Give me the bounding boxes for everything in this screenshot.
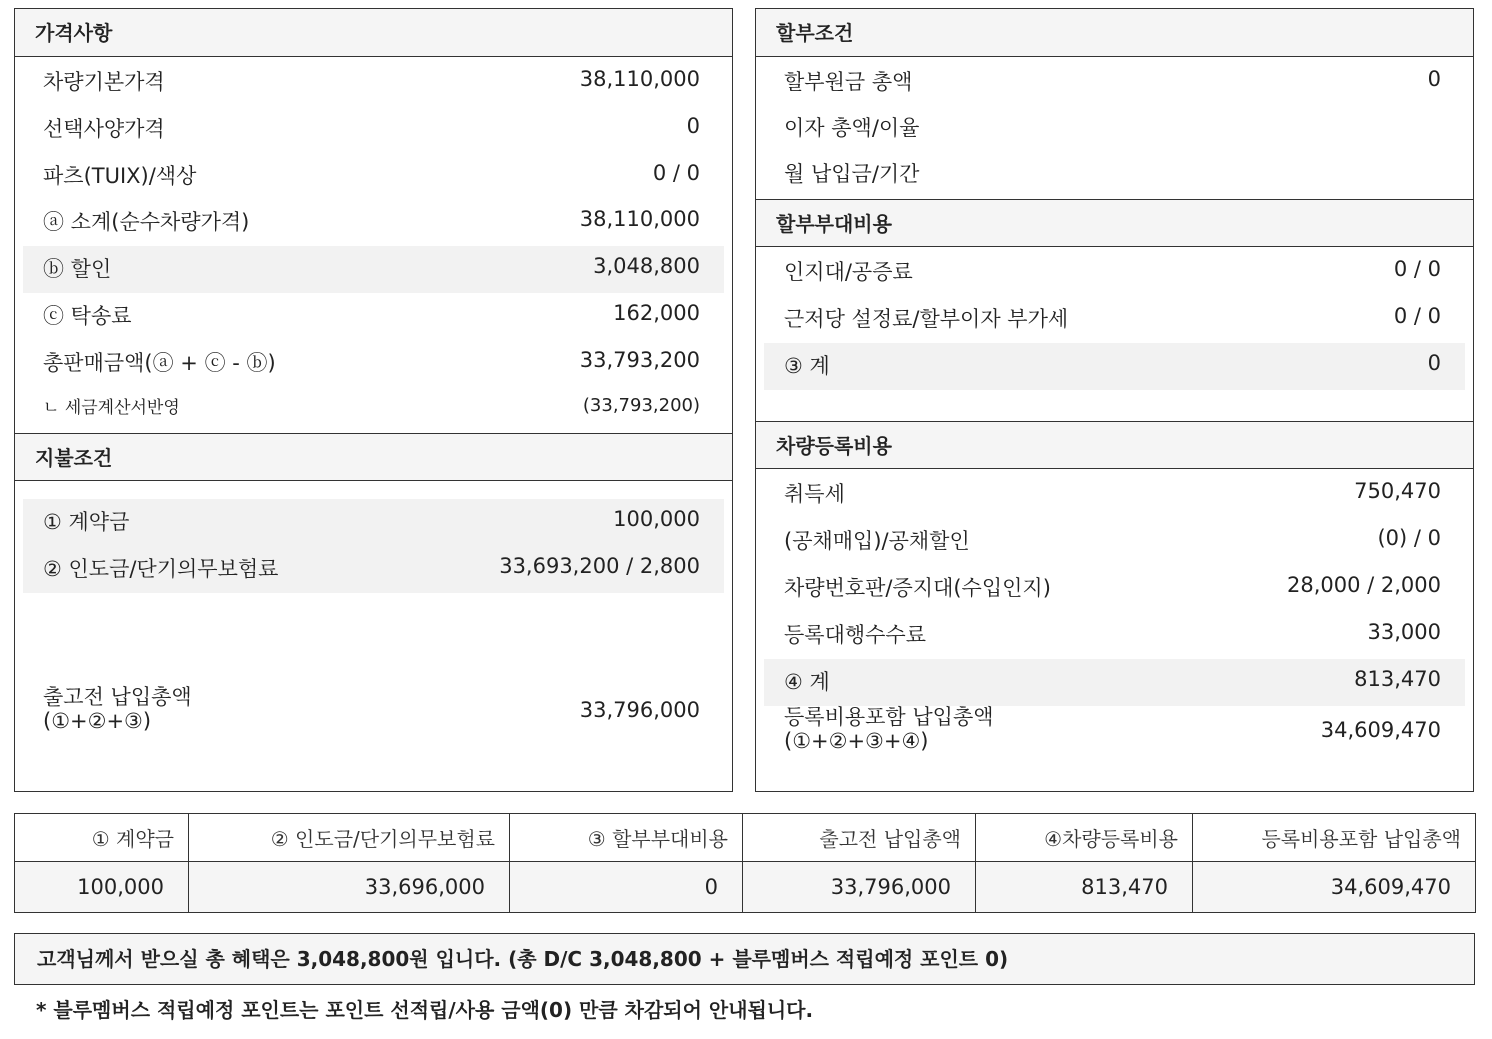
summary-value-row <box>15 862 1476 913</box>
price-row-value: 38,110,000 <box>579 67 700 91</box>
registration-row-value: 750,470 <box>1354 479 1441 503</box>
summary-value-cell: 33,796,000 <box>743 862 976 913</box>
registration-row-acquisition-tax <box>764 471 1465 518</box>
payment-row-deposit <box>23 499 724 546</box>
installment-row-interest <box>764 105 1465 152</box>
registration-row-bond <box>764 518 1465 565</box>
left-panel <box>14 8 733 792</box>
registration-row-label: 등록대행수수료 <box>784 623 927 647</box>
payment-row-label: ② 인도금/단기의무보험료 <box>43 557 279 581</box>
right-panel <box>755 8 1474 792</box>
price-row-label: ⓐ 소계(순수차량가격) <box>43 210 250 234</box>
price-row-tax-invoice <box>23 385 724 432</box>
extra-row-stamp <box>764 249 1465 296</box>
price-row-value: 38,110,000 <box>579 207 700 231</box>
price-row-label: 총판매금액(ⓐ + ⓒ - ⓑ) <box>43 351 276 375</box>
summary-header-cell: ④차량등록비용 <box>976 814 1193 862</box>
payment-row-balance <box>23 546 724 593</box>
installment-row-principal <box>764 59 1465 106</box>
registration-total-row <box>764 705 1465 757</box>
installment-row-label: 월 납입금/기간 <box>784 162 920 186</box>
summary-header-cell: ② 인도금/단기의무보험료 <box>189 814 510 862</box>
payment-total-label-line1: 출고전 납입총액 <box>43 685 192 709</box>
payment-row-value: 100,000 <box>613 507 700 531</box>
price-row-value: 33,793,200 <box>579 348 700 372</box>
summary-table <box>14 813 1476 913</box>
points-footnote: * 블루멤버스 적립예정 포인트는 포인트 선적립/사용 금액(0) 만큼 차감되어 안내됩니다. <box>36 998 814 1022</box>
installment-row-label: 할부원금 총액 <box>784 70 913 94</box>
payment-section-title: 지불조건 <box>15 433 732 481</box>
registration-row-label: ④ 계 <box>784 670 830 694</box>
registration-row-label: 차량번호판/증지대(수입인지) <box>784 576 1051 600</box>
summary-value-cell: 0 <box>510 862 743 913</box>
summary-value-cell: 100,000 <box>15 862 189 913</box>
price-row-label: 파츠(TUIX)/색상 <box>43 164 197 188</box>
price-row-options <box>23 106 724 153</box>
registration-total-label-line1: 등록비용포함 납입총액 <box>784 705 994 729</box>
price-row-value: (33,793,200) <box>582 395 700 416</box>
registration-total-value: 34,609,470 <box>1320 718 1441 742</box>
price-row-value: 0 / 0 <box>652 161 700 185</box>
price-row-value: 0 <box>686 114 700 138</box>
price-row-total-sale <box>23 340 724 387</box>
registration-row-value: 28,000 / 2,000 <box>1286 573 1441 597</box>
price-row-value: 162,000 <box>613 301 700 325</box>
summary-value-cell: 813,470 <box>976 862 1193 913</box>
price-row-subtotal <box>23 199 724 246</box>
extra-row-label: 근저당 설정료/할부이자 부가세 <box>784 307 1069 331</box>
price-row-delivery <box>23 293 724 340</box>
extra-row-value: 0 <box>1427 351 1441 375</box>
extra-row-value: 0 / 0 <box>1393 304 1441 328</box>
payment-total-row <box>23 685 724 737</box>
registration-total-label <box>784 705 994 753</box>
price-row-value: 3,048,800 <box>593 254 700 278</box>
price-row-discount <box>23 246 724 293</box>
summary-value-cell: 33,696,000 <box>189 862 510 913</box>
summary-header-cell: ① 계약금 <box>15 814 189 862</box>
summary-value-cell: 34,609,470 <box>1193 862 1476 913</box>
price-section-title: 가격사항 <box>15 9 732 57</box>
extra-row-label: ③ 계 <box>784 354 830 378</box>
summary-header-row <box>15 814 1476 862</box>
price-row-parts-color <box>23 153 724 200</box>
price-row-label: ⓑ 할인 <box>43 257 112 281</box>
price-row-label: ㄴ 세금계산서반영 <box>43 398 180 418</box>
installment-extra-section-title: 할부부대비용 <box>756 199 1473 247</box>
registration-section-title: 차량등록비용 <box>756 421 1473 469</box>
extra-row-value: 0 / 0 <box>1393 257 1441 281</box>
registration-row-value: (0) / 0 <box>1377 526 1441 550</box>
payment-total-label-line2: (①+②+③) <box>43 709 152 733</box>
extra-row-label: 인지대/공증료 <box>784 260 913 284</box>
summary-header-cell: 출고전 납입총액 <box>743 814 976 862</box>
installment-row-monthly <box>764 151 1465 198</box>
payment-total-label <box>43 685 192 733</box>
registration-row-label: (공채매입)/공채할인 <box>784 529 970 553</box>
extra-row-subtotal <box>764 343 1465 390</box>
registration-row-subtotal <box>764 659 1465 706</box>
registration-row-label: 취득세 <box>784 482 845 506</box>
price-row-base <box>23 59 724 106</box>
benefit-banner: 고객님께서 받으실 총 혜택은 3,048,800원 입니다. (총 D/C 3,048,800 + 블루멤버스 적립예정 포인트 0) <box>14 933 1475 985</box>
extra-row-mortgage <box>764 296 1465 343</box>
summary-header-cell: ③ 할부부대비용 <box>510 814 743 862</box>
registration-row-value: 33,000 <box>1367 620 1441 644</box>
registration-row-value: 813,470 <box>1354 667 1441 691</box>
price-row-label: 차량기본가격 <box>43 70 165 94</box>
registration-row-agency-fee <box>764 612 1465 659</box>
payment-row-value: 33,693,200 / 2,800 <box>499 554 700 578</box>
summary-header-cell: 등록비용포함 납입총액 <box>1193 814 1476 862</box>
payment-total-value: 33,796,000 <box>579 698 700 722</box>
payment-row-label: ① 계약금 <box>43 510 130 534</box>
price-row-label: ⓒ 탁송료 <box>43 304 132 328</box>
price-row-label: 선택사양가격 <box>43 117 165 141</box>
installment-section-title: 할부조건 <box>756 9 1473 57</box>
registration-row-plate <box>764 565 1465 612</box>
registration-total-label-line2: (①+②+③+④) <box>784 729 929 753</box>
installment-row-label: 이자 총액/이율 <box>784 116 920 140</box>
installment-row-value: 0 <box>1427 67 1441 91</box>
